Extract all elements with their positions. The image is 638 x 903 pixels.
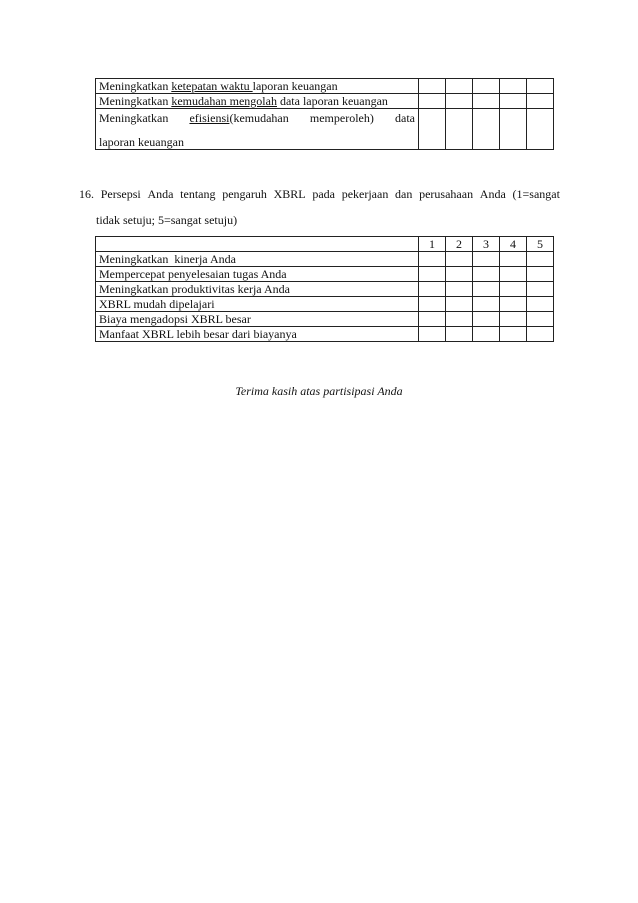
rating-box-1[interactable] — [419, 109, 446, 150]
rating-box-3[interactable] — [473, 94, 500, 109]
statement-cell: Meningkatkan produktivitas kerja Anda — [96, 282, 419, 297]
rating-box-2[interactable] — [446, 267, 473, 282]
rating-box-4[interactable] — [500, 297, 527, 312]
scale-label: 1 — [419, 237, 446, 252]
rating-box-5[interactable] — [527, 109, 554, 150]
rating-box-5[interactable] — [527, 327, 554, 342]
table-row — [96, 327, 554, 342]
statement-cell: Mempercepat penyelesaian tugas Anda — [96, 267, 419, 282]
scale-label: 3 — [473, 237, 500, 252]
rating-box-1[interactable] — [419, 297, 446, 312]
rating-box-2[interactable] — [446, 94, 473, 109]
rating-box-1[interactable] — [419, 252, 446, 267]
statement-cell: Meningkatkan kinerja Anda — [96, 252, 419, 267]
table-row — [96, 79, 554, 94]
statement-line-2: laporan keuangan — [99, 135, 184, 149]
rating-box-1[interactable] — [419, 327, 446, 342]
rating-box-4[interactable] — [500, 312, 527, 327]
rating-box-1[interactable] — [419, 282, 446, 297]
rating-box-5[interactable] — [527, 297, 554, 312]
statement-cell: Meningkatkan kemudahan mengolah data laporan keuangan — [96, 94, 419, 109]
question-16-line-1: 16. Persepsi Anda tentang pengaruh XBRL pada pekerjaan dan perusahaan Anda (1=sangat — [79, 187, 560, 201]
table-header-row — [96, 237, 554, 252]
rating-box-1[interactable] — [419, 267, 446, 282]
table-row — [96, 94, 554, 109]
table-row — [96, 109, 554, 150]
rating-box-3[interactable] — [473, 267, 500, 282]
rating-box-4[interactable] — [500, 109, 527, 150]
statement-cell: XBRL mudah dipelajari — [96, 297, 419, 312]
closing-thanks: Terima kasih atas partisipasi Anda — [235, 384, 403, 398]
rating-box-4[interactable] — [500, 282, 527, 297]
question-16-table — [95, 236, 554, 342]
rating-box-4[interactable] — [500, 267, 527, 282]
previous-question-table — [95, 78, 554, 150]
rating-box-5[interactable] — [527, 312, 554, 327]
statement-line-1: Meningkatkan efisiensi(kemudahan memperoleh) data — [99, 111, 415, 125]
table-row — [96, 267, 554, 282]
rating-box-2[interactable] — [446, 312, 473, 327]
rating-box-2[interactable] — [446, 297, 473, 312]
statement-cell: Manfaat XBRL lebih besar dari biayanya — [96, 327, 419, 342]
rating-box-3[interactable] — [473, 252, 500, 267]
rating-box-5[interactable] — [527, 252, 554, 267]
rating-box-2[interactable] — [446, 79, 473, 94]
rating-box-5[interactable] — [527, 94, 554, 109]
scale-label: 5 — [527, 237, 554, 252]
rating-box-4[interactable] — [500, 327, 527, 342]
rating-box-2[interactable] — [446, 282, 473, 297]
rating-box-4[interactable] — [500, 94, 527, 109]
rating-box-3[interactable] — [473, 79, 500, 94]
table-row — [96, 282, 554, 297]
header-empty-cell — [96, 237, 419, 252]
scale-label: 2 — [446, 237, 473, 252]
rating-box-2[interactable] — [446, 109, 473, 150]
scale-label: 4 — [500, 237, 527, 252]
rating-box-3[interactable] — [473, 312, 500, 327]
rating-box-3[interactable] — [473, 109, 500, 150]
table-row — [96, 312, 554, 327]
rating-box-5[interactable] — [527, 282, 554, 297]
rating-box-5[interactable] — [527, 79, 554, 94]
rating-box-3[interactable] — [473, 327, 500, 342]
rating-box-1[interactable] — [419, 312, 446, 327]
statement-cell — [96, 109, 419, 150]
rating-box-1[interactable] — [419, 94, 446, 109]
rating-box-2[interactable] — [446, 327, 473, 342]
rating-box-5[interactable] — [527, 267, 554, 282]
table-row — [96, 297, 554, 312]
statement-cell: Meningkatkan ketepatan waktu laporan keuangan — [96, 79, 419, 94]
question-16-line-2: tidak setuju; 5=sangat setuju) — [96, 213, 238, 227]
rating-box-2[interactable] — [446, 252, 473, 267]
rating-box-4[interactable] — [500, 79, 527, 94]
table-row — [96, 252, 554, 267]
statement-cell: Biaya mengadopsi XBRL besar — [96, 312, 419, 327]
rating-box-1[interactable] — [419, 79, 446, 94]
rating-box-4[interactable] — [500, 252, 527, 267]
rating-box-3[interactable] — [473, 297, 500, 312]
rating-box-3[interactable] — [473, 282, 500, 297]
question-16 — [79, 181, 560, 233]
